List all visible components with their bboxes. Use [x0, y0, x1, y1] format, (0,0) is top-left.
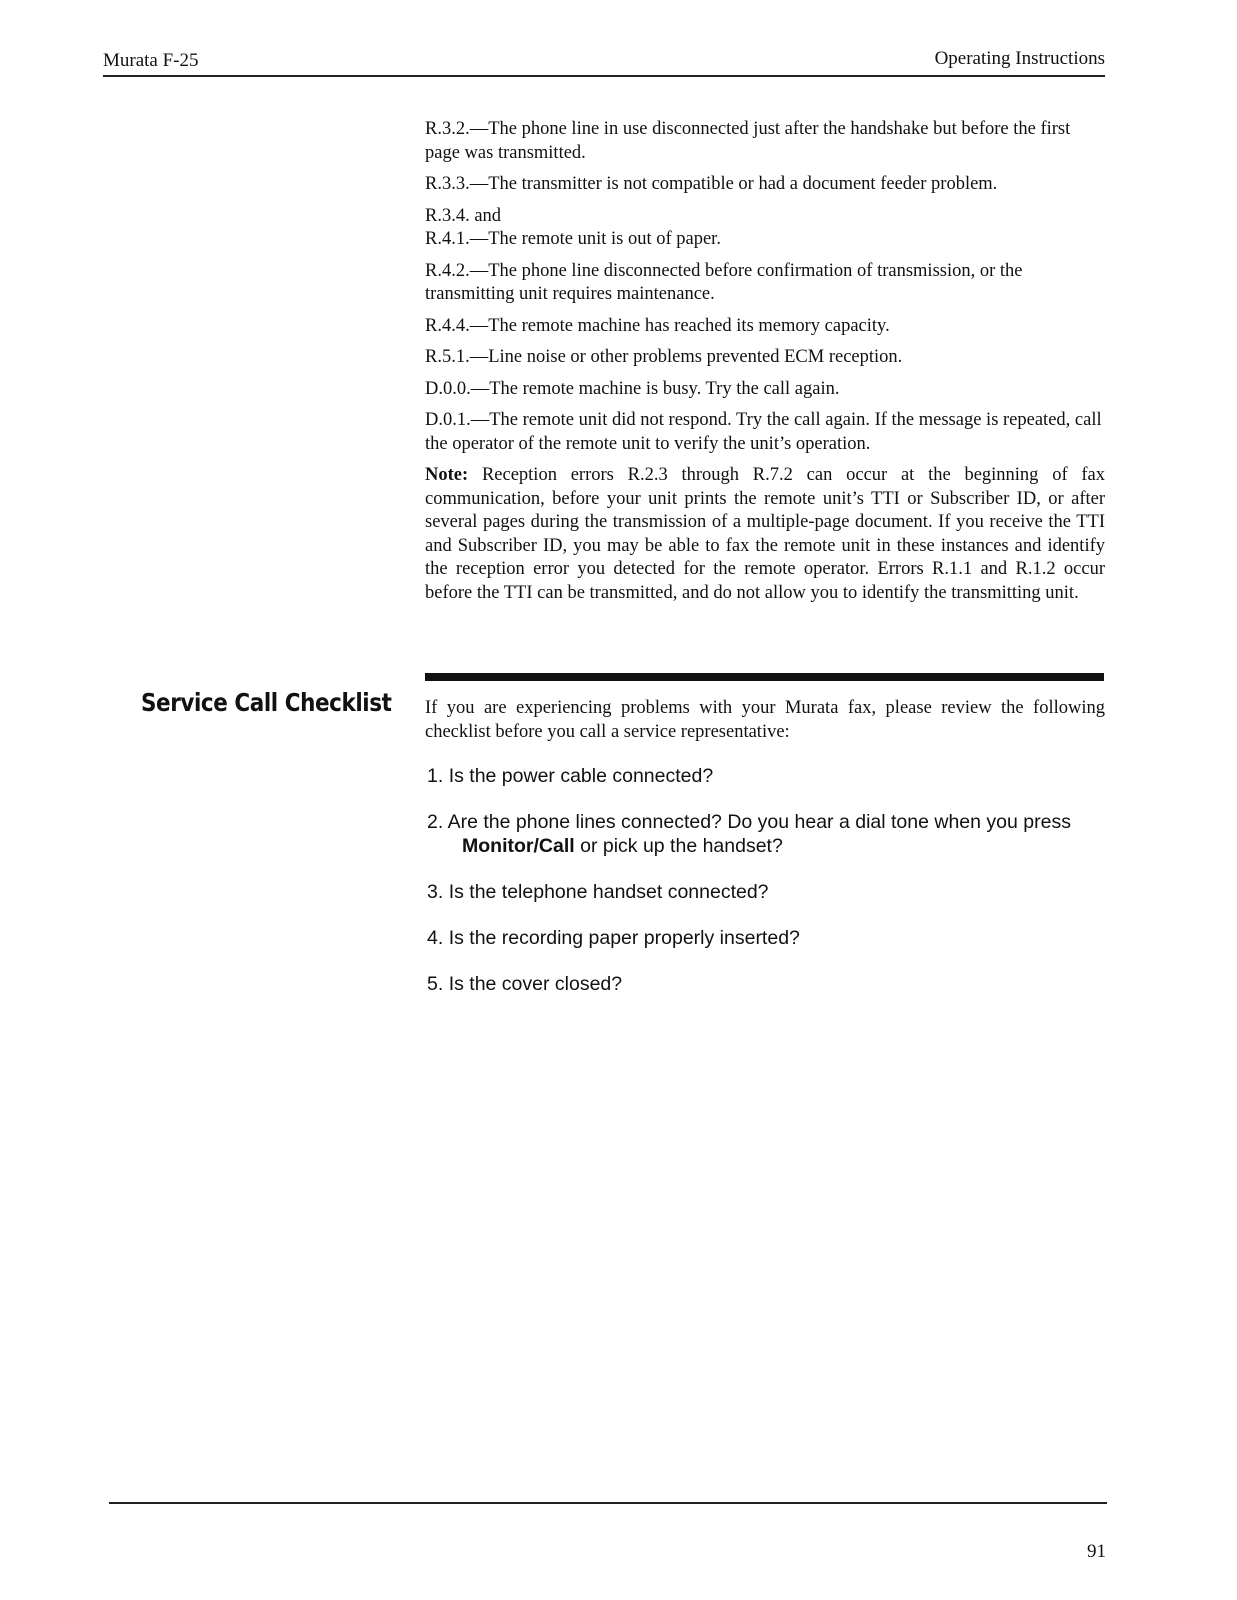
checklist-text: Is the telephone handset connected?	[448, 881, 769, 903]
checklist-text: Is the power cable connected?	[448, 765, 714, 787]
section-intro: If you are experiencing problems with your Murata fax, please review the following checklist before you call a service representative:	[425, 698, 1105, 742]
error-entry-d00: D.0.0.—The remote machine is busy. Try the call again.	[425, 378, 840, 399]
error-entry-d01: D.0.1.—The remote unit did not respond. Try the call again. If the message is repeated, call the operator of the remote unit to verify the unit’s operation.	[425, 410, 1102, 454]
error-entry-r51: R.5.1.—Line noise or other problems prevented ECM reception.	[425, 347, 903, 367]
monitor-call-key-label: Monitor/Call	[462, 835, 575, 857]
footer-rule	[109, 1502, 1107, 1504]
section-divider	[425, 673, 1104, 681]
error-code-list	[425, 118, 1105, 613]
error-entry-r41: R.4.1.—The remote unit is out of paper.	[425, 229, 721, 249]
page-number: 91	[1087, 1541, 1106, 1562]
checklist-number: 1.	[427, 765, 444, 787]
checklist-item	[427, 810, 1107, 858]
checklist-number: 2.	[427, 811, 444, 833]
checklist-item	[427, 926, 1107, 950]
note-paragraph	[425, 464, 1105, 605]
error-entry-r32: R.3.2.—The phone line in use disconnected just after the handshake but before the first page was transmitted.	[425, 119, 1071, 163]
error-entry-r33: R.3.3.—The transmitter is not compatible or had a document feeder problem.	[425, 174, 998, 194]
checklist-item	[427, 764, 1107, 788]
section-title: Service Call Checklist	[141, 688, 392, 717]
checklist-number: 4.	[427, 927, 444, 949]
checklist-text: Is the cover closed?	[448, 973, 623, 995]
header-section: Operating Instructions	[934, 48, 1105, 69]
checklist-item	[427, 880, 1107, 904]
header-rule	[103, 75, 1105, 77]
checklist-text: Is the recording paper properly inserted?	[448, 927, 800, 949]
service-checklist	[427, 764, 1107, 1018]
checklist-text: Are the phone lines connected? Do you hear a dial tone when you press	[447, 811, 1071, 833]
error-entry-r34: R.3.4. and	[425, 205, 502, 226]
checklist-text-continued: or pick up the handset?	[580, 835, 783, 857]
error-entry-r42: R.4.2.—The phone line disconnected before confirmation of transmission, or the transmitting unit requires maintenance.	[425, 260, 1023, 304]
error-entry-r44: R.4.4.—The remote machine has reached its memory capacity.	[425, 315, 890, 336]
header-title: Murata F-25	[103, 50, 199, 71]
checklist-item	[427, 972, 1107, 996]
checklist-number: 3.	[427, 881, 444, 903]
note-label: Note:	[425, 465, 469, 485]
note-text: Reception errors R.2.3 through R.7.2 can occur at the beginning of fax communication, before your unit prints the remote unit’s TTI or Subscriber ID, or after several pages during the transmission of a multiple-page document. If you receive the TTI and Subscriber ID, you may be able to fax the remote unit in these instances and identify the reception error you detected for the remote operator. Errors R.1.1 and R.1.2 occur before the TTI can be transmitted, and do not allow you to identify the transmitting unit.	[425, 465, 1106, 603]
checklist-number: 5.	[427, 973, 444, 995]
